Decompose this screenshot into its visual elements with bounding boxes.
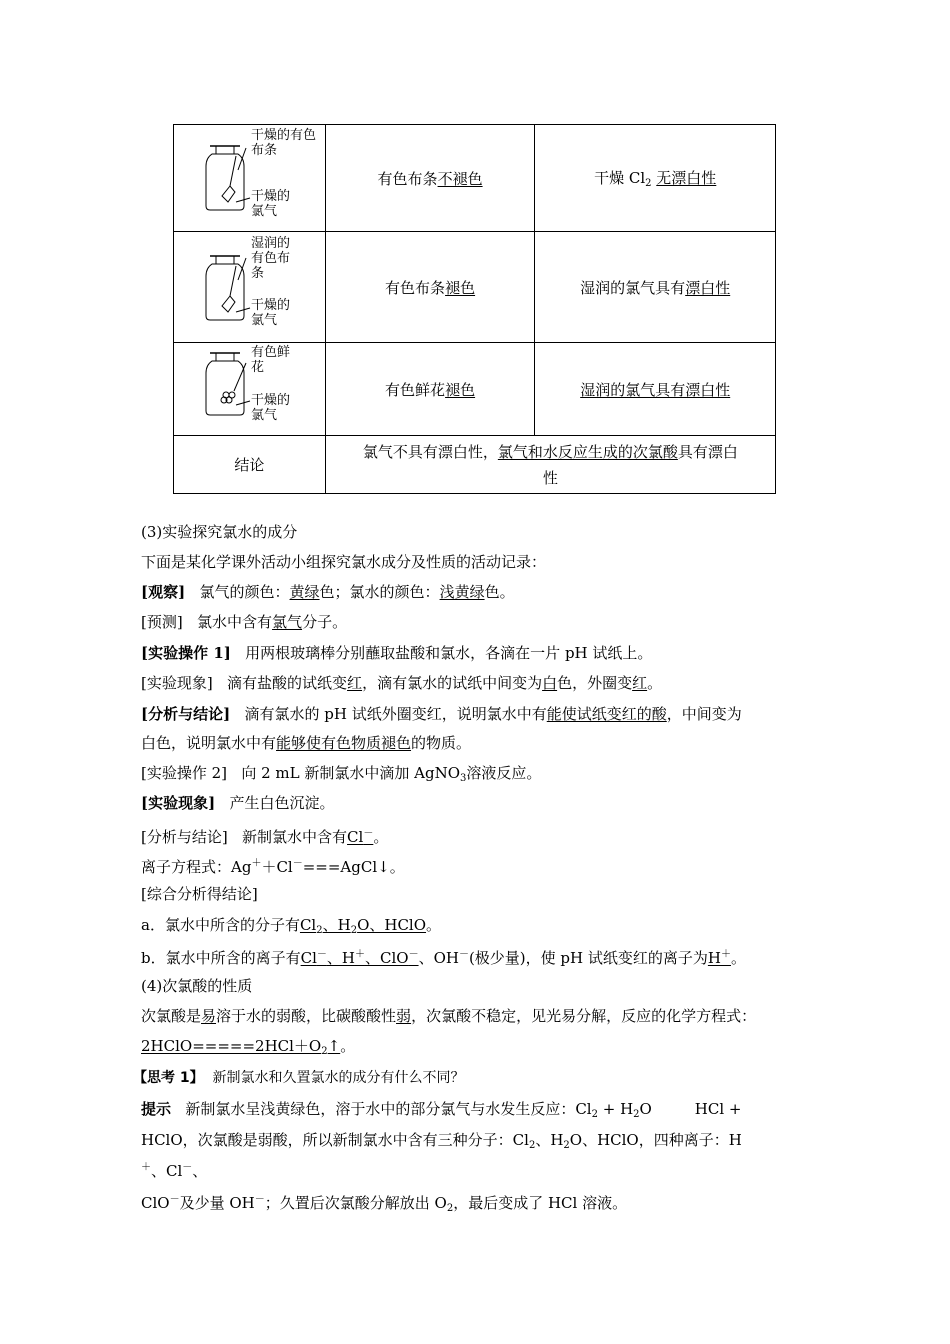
jar-label-bottom: 干燥的氯气 (251, 189, 291, 219)
phenomenon-cell: 有色布条不褪色 (325, 125, 535, 232)
jar-illustration-cell (174, 343, 326, 436)
jar-label-top: 有色鲜花 (251, 345, 291, 375)
hint-line-2: HClO，次氯酸是弱酸，所以新制氯水中含有三种分子：$Cl_2$、$H_2O$、HClO，四种离子：H (141, 1131, 742, 1151)
synthesis-heading: [综合分析得结论] (141, 885, 258, 903)
jar-illustration-cell (174, 232, 326, 343)
jar-label-bottom: 干燥的氯气 (251, 298, 291, 328)
analysis-1-line: [分析与结论] 滴有氯水的 pH 试纸外圈变红，说明氯水中有能使试纸变红的酸，中间变为 (141, 705, 742, 723)
conclusion-label-cell: 结论 (174, 436, 326, 494)
operation-2-line: [实验操作 2] 向 2 mL 新制氯水中滴加 AgNO$_3$溶液反应。 (141, 764, 542, 784)
table-row (174, 125, 776, 232)
observation-line: [观察] 氯气的颜色：黄绿色；氯水的颜色：浅黄绿色。 (141, 583, 515, 601)
think-question: 【思考 1】 新制氯水和久置氯水的成分有什么不同？ (133, 1070, 465, 1086)
section-3-heading: (3)实验探究氯水的成分 (141, 523, 298, 541)
overall-conclusion-cell: 氯气不具有漂白性，氯气和水反应生成的次氯酸具有漂白 性 (325, 436, 775, 494)
hint-line-1: 提示 新制氯水呈浅黄绿色，溶于水中的部分氯气与水发生反应：$Cl_2 + H_2O$ HCl + (141, 1100, 742, 1120)
conclusion-cell: 干燥 $Cl_2$ 无漂白性 (535, 125, 776, 232)
ionic-equation-line: 离子方程式：Ag＋＋Cl－===AgCl↓。 (141, 858, 405, 876)
jar-illustration-cell (174, 125, 326, 232)
phenomenon-cell: 有色鲜花褪色 (325, 343, 535, 436)
phenomenon-1-line: [实验现象] 滴有盐酸的试纸变红，滴有氯水的试纸中间变为白色，外圈变红。 (141, 674, 663, 692)
ions-line: b．氯水中所含的离子有Cl－、H＋、ClO－、OH－(极少量)，使 pH 试纸变红的离子为H＋。 (141, 949, 746, 967)
prediction-line: [预测] 氯水中含有氯气分子。 (141, 613, 348, 631)
jar-label-top: 干燥的有色布条 (251, 128, 317, 158)
experiment-table (173, 124, 776, 494)
hclo-properties-line: 次氯酸是易溶于水的弱酸，比碳酸酸性弱，次氯酸不稳定，见光易分解，反应的化学方程式： (141, 1007, 757, 1025)
section-4-heading: (4)次氯酸的性质 (141, 977, 253, 995)
jar-label-bottom: 干燥的氯气 (251, 393, 291, 423)
hint-line-3: ＋、Cl－、 (141, 1162, 208, 1180)
decomposition-equation: $2HClO=====2HCl+O_2↑$。 (141, 1037, 356, 1057)
table-row (174, 343, 776, 436)
jar-label-top: 湿润的有色布条 (251, 236, 291, 281)
hint-line-4: ClO－及少量 OH－；久置后次氯酸分解放出 $O_2$，最后变成了 HCl 溶液。 (141, 1194, 628, 1214)
phenomenon-cell: 有色布条褪色 (325, 232, 535, 343)
table-row (174, 232, 776, 343)
conclusion-cell: 湿润的氯气具有漂白性 (535, 343, 776, 436)
analysis-1-line-2: 白色，说明氯水中有能够使有色物质褪色的物质。 (141, 734, 472, 752)
operation-1-line: [实验操作 1] 用两根玻璃棒分别蘸取盐酸和氯水，各滴在一片 pH 试纸上。 (141, 644, 653, 662)
conclusion-cell: 湿润的氯气具有漂白性 (535, 232, 776, 343)
analysis-2-line: [分析与结论] 新制氯水中含有Cl－。 (141, 828, 389, 846)
table-row (174, 436, 776, 494)
intro-paragraph: 下面是某化学课外活动小组探究氯水成分及性质的活动记录： (141, 553, 547, 571)
molecules-line: a．氯水中所含的分子有$Cl_2$、$H_2O$、HClO。 (141, 916, 442, 936)
phenomenon-2-line: [实验现象] 产生白色沉淀。 (141, 794, 335, 812)
